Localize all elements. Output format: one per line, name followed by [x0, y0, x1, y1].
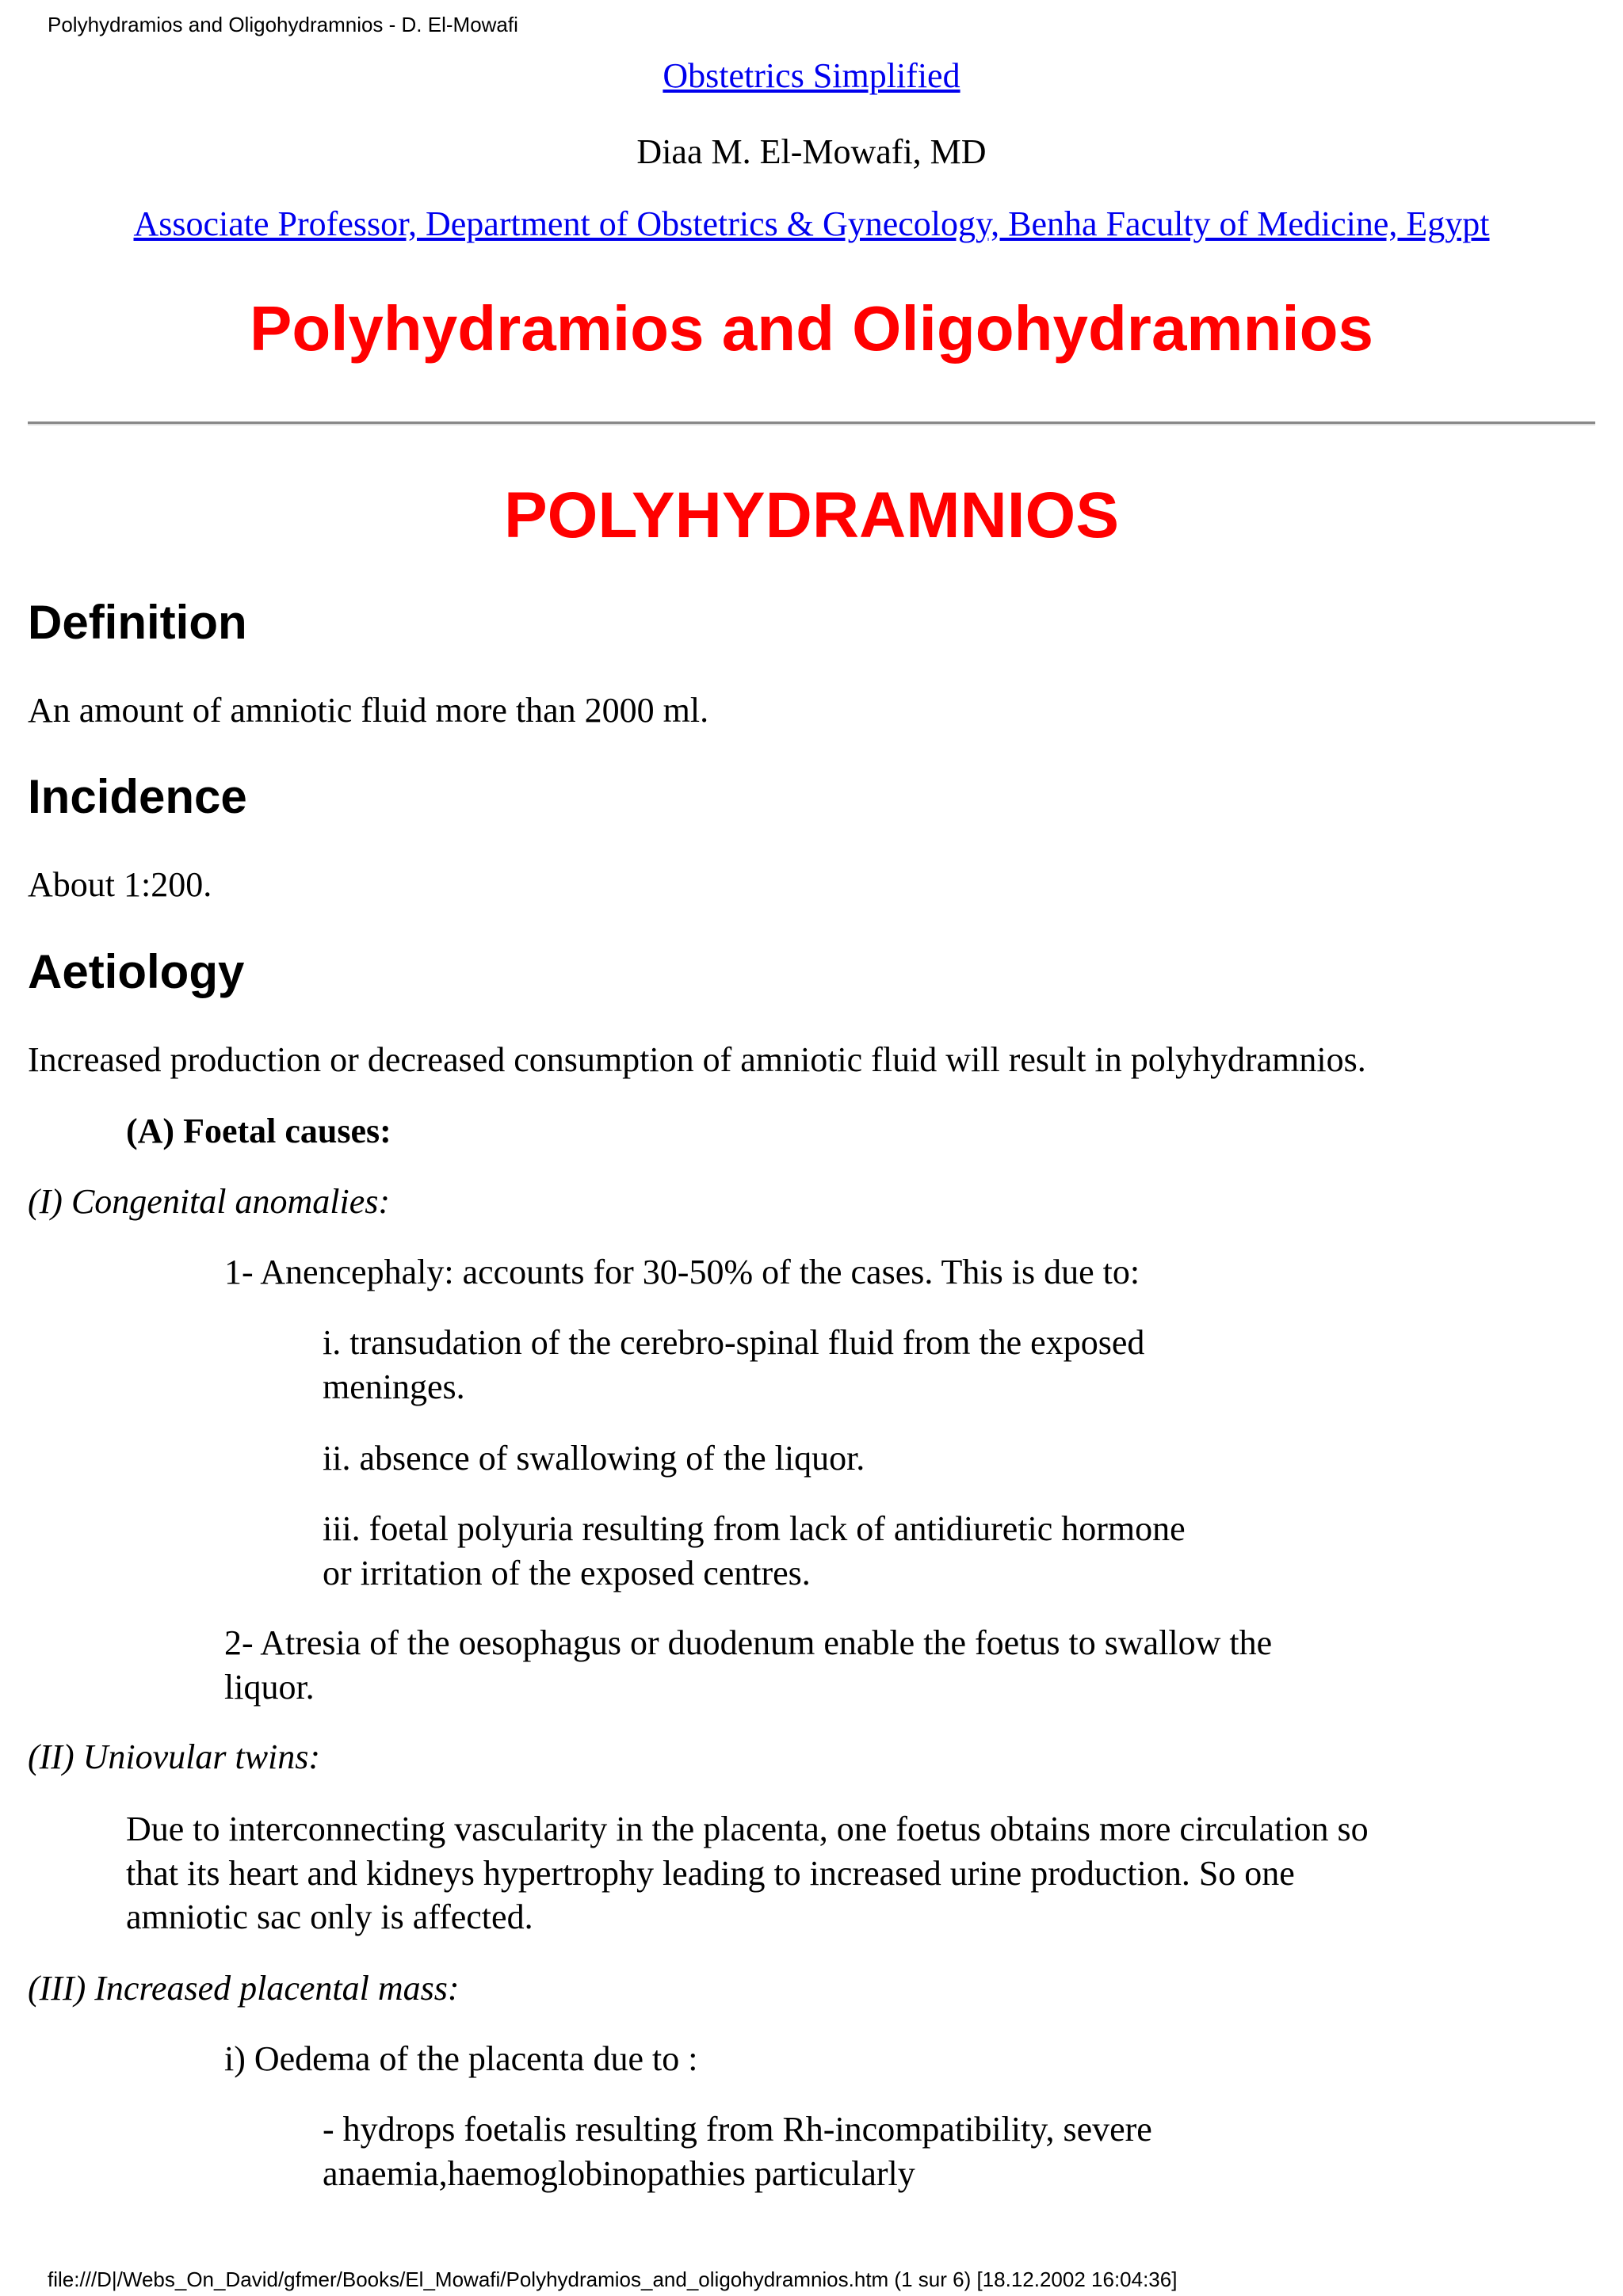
section-title: POLYHYDRAMNIOS: [503, 479, 1120, 551]
congenital-item-2-line2: liquor.: [224, 1668, 315, 1707]
placental-heading: (III) Increased placental mass:: [28, 1969, 460, 2008]
placental-sub-line2: anaemia,haemoglobinopathies particularly: [323, 2154, 915, 2193]
twins-text-line1: Due to interconnecting vascularity in the placenta, one foetus obtains more circulation so: [126, 1810, 1369, 1848]
congenital-item-1: 1- Anencephaly: accounts for 30-50% of the cases. This is due to:: [224, 1253, 1140, 1291]
affiliation-link[interactable]: Associate Professor, Department of Obstetrics & Gynecology, Benha Faculty of Medicine, Egypt: [133, 204, 1490, 243]
incidence-text: About 1:200.: [28, 865, 212, 904]
author: Diaa M. El-Mowafi, MD: [636, 132, 987, 171]
book-link[interactable]: Obstetrics Simplified: [663, 56, 960, 95]
page-title: Polyhydramios and Oligohydramnios: [249, 293, 1374, 364]
twins-text-line3: amniotic sac only is affected.: [126, 1897, 533, 1936]
page-header: Polyhydramios and Oligohydramnios - D. El-Mowafi: [48, 13, 518, 36]
foetal-causes-heading: (A) Foetal causes:: [126, 1112, 391, 1150]
aetiology-intro: Increased production or decreased consumption of amniotic fluid will result in polyhydramnios.: [28, 1040, 1366, 1079]
definition-heading: Definition: [28, 596, 247, 649]
definition-text: An amount of amniotic fluid more than 2000 ml.: [28, 691, 709, 730]
page-footer: file:///D|/Webs_On_David/gfmer/Books/El_Mowafi/Polyhydramios_and_oligohydramnios.htm (1 sur 6) [18.12.2002 16:04:36]: [48, 2267, 1178, 2291]
sub-item-ii: ii. absence of swallowing of the liquor.: [323, 1439, 865, 1478]
incidence-heading: Incidence: [28, 770, 247, 823]
congenital-item-2-line1: 2- Atresia of the oesophagus or duodenum enable the foetus to swallow the: [224, 1623, 1273, 1662]
sub-item-i-line1: i. transudation of the cerebro-spinal fluid from the exposed: [323, 1323, 1145, 1362]
aetiology-heading: Aetiology: [28, 945, 245, 998]
placental-sub-line1: - hydrops foetalis resulting from Rh-incompatibility, severe: [323, 2110, 1152, 2149]
sub-item-iii-line2: or irritation of the exposed centres.: [323, 1554, 811, 1592]
twins-heading: (II) Uniovular twins:: [28, 1737, 321, 1776]
sub-item-i-line2: meninges.: [323, 1367, 465, 1406]
placental-item-1: i) Oedema of the placenta due to :: [224, 2039, 698, 2078]
sub-item-iii-line1: iii. foetal polyuria resulting from lack of antidiuretic hormone: [323, 1509, 1186, 1548]
congenital-heading: (I) Congenital anomalies:: [28, 1182, 391, 1221]
divider: [28, 421, 1595, 425]
twins-text-line2: that its heart and kidneys hypertrophy leading to increased urine production. So one: [126, 1854, 1295, 1893]
